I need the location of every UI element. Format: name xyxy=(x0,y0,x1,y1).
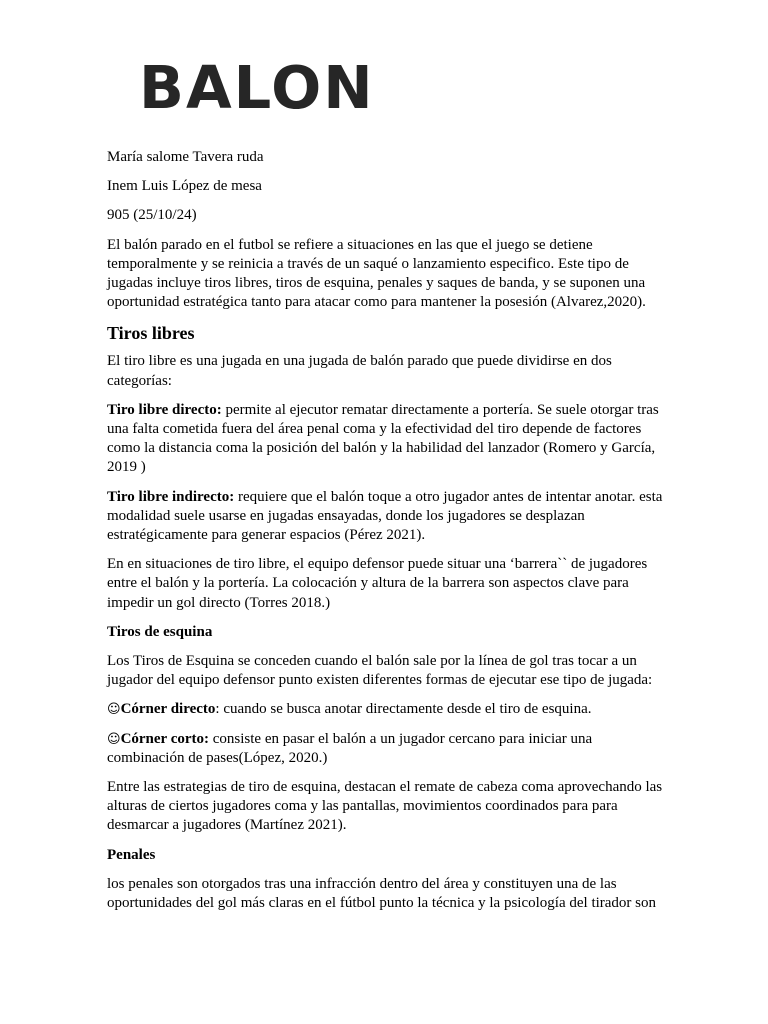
corner-corto-paragraph xyxy=(107,730,663,768)
corner-corto-text: consiste en pasar el balón a un jugador cercano para iniciar una combinación de pases(López, 2020.) xyxy=(107,730,593,766)
course-date-line: 905 (25/10/24) xyxy=(107,207,197,224)
tiro-libre-indirecto-paragraph xyxy=(107,488,663,546)
tiro-libre-directo-text: permite al ejecutor rematar directamente a portería. Se suele otorgar tras una falta cometida fuera del área penal coma y la efectividad del tiro depende de factores como la distancia coma la posición del balón y la habilidad del lanzador (Romero y García, 2019 ) xyxy=(107,401,659,476)
tiro-libre-indirecto-text: requiere que el balón toque a otro jugador antes de intentar anotar. esta modalidad suele usarse en jugadas ensayadas, donde los jugadores se desplazan estratégicamente para generar espacios (Pérez 2021). xyxy=(107,488,663,544)
estrategias-paragraph: Entre las estrategias de tiro de esquina, destacan el remate de cabeza coma aprovechando las alturas de ciertos jugadores coma y las pantallas, movimientos coordinados para para desmarcar a jugadores (Martínez 2021). xyxy=(107,779,663,834)
heading-tiros-esquina: Tiros de esquina xyxy=(107,623,213,640)
smiley-icon: ☺ xyxy=(107,731,121,747)
document-body xyxy=(107,148,663,923)
author-line: María salome Tavera ruda xyxy=(107,149,264,165)
penales-paragraph: los penales son otorgados tras una infracción dentro del área y constituyen una de las oportunidades del gol más claras en el fútbol punto la técnica y la psicología del tirador son xyxy=(107,875,657,912)
document-title: BALON xyxy=(139,53,375,122)
tiro-libre-indirecto-label: Tiro libre indirecto: xyxy=(107,488,235,505)
tiro-libre-directo-paragraph xyxy=(107,401,663,478)
corner-directo-label: Córner directo xyxy=(120,701,216,718)
school-line: Inem Luis López de mesa xyxy=(107,178,262,195)
tiros-esquina-intro: Los Tiros de Esquina se conceden cuando el balón sale por la línea de gol tras tocar a un jugador del equipo defensor punto existen diferentes formas de ejecutar ese tipo de jugada: xyxy=(107,653,653,689)
corner-corto-label: Córner corto: xyxy=(120,730,209,747)
intro-paragraph: El balón parado en el futbol se refiere a situaciones en las que el juego se detiene temporalmente y se reinicia a través de un saqué o lanzamiento especifico. Este tipo de jugadas incluye tiros libres, tiros de esquina, penales y saques de banda, y se suponen una oportunidad estratégica tanto para atacar como para mantener la posesión (Alvarez,2020). xyxy=(107,236,646,311)
heading-tiros-libres: Tiros libres xyxy=(107,323,195,344)
barrera-paragraph: En en situaciones de tiro libre, el equipo defensor puede situar una ‘barrera`` de jugadores entre el balón y la portería. La colocación y altura de la barrera son aspectos clave para impedir un gol directo (Torres 2018.) xyxy=(107,556,648,611)
tiros-libres-intro: El tiro libre es una jugada en una jugada de balón parado que puede dividirse en dos categorías: xyxy=(107,353,612,389)
corner-directo-text: : cuando se busca anotar directamente desde el tiro de esquina. xyxy=(215,701,592,718)
tiro-libre-directo-label: Tiro libre directo: xyxy=(107,401,222,418)
corner-directo-paragraph xyxy=(107,700,663,719)
heading-penales: Penales xyxy=(107,846,156,863)
smiley-icon: ☺ xyxy=(107,702,121,718)
